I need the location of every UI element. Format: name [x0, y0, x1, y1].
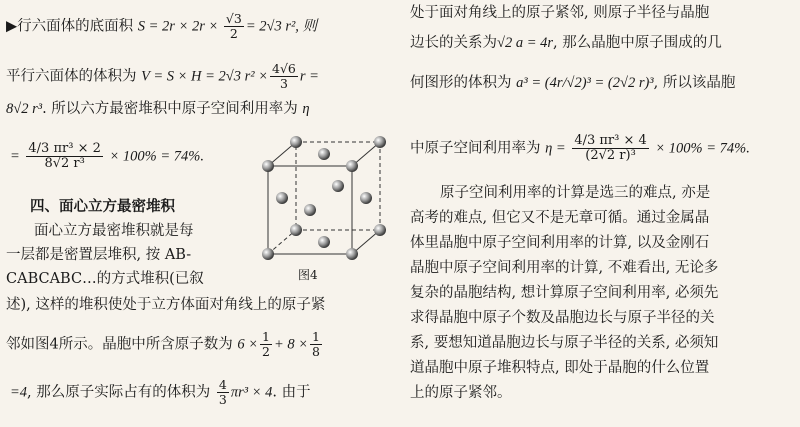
para-line: 一层都是密置层堆积, 按 AB-: [6, 247, 192, 263]
atom: [346, 248, 358, 260]
atom: [304, 204, 316, 216]
right-line-3: 何图形的体积为 a³ = (4r/√2)³ = (2√2 r)³, 所以该晶胞: [410, 75, 736, 91]
atom: [276, 192, 288, 204]
fraction: $\frac{√3}{2}$: [225, 11, 242, 41]
atom: [374, 136, 386, 148]
para-line: 系, 要想知道晶胞边长与原子半径的关系, 必须知: [410, 335, 719, 351]
atom: [262, 160, 274, 172]
fraction: $\frac{\text{4/3 πr³ × 2}}{\text{8√2 r³}}$: [28, 141, 101, 171]
atom: [318, 148, 330, 160]
figure-caption: 图4: [298, 268, 318, 282]
arrow-marker-icon: ▶: [6, 18, 18, 35]
fraction: $\frac{4}{3}$: [218, 377, 227, 407]
para-line: 求得晶胞中原子个数及晶胞边长与原子半径的关: [410, 310, 715, 326]
para-line: 道晶胞中原子堆积特点, 即处于晶胞的什么位置: [410, 360, 710, 376]
left-line-p6: =4, 那么原子实际占有的体积为 $\frac{4}{3}$ πr³ × 4. 由于: [10, 377, 311, 407]
left-line-2: 平行六面体的体积为 V = S × H = 2√3 r² × $\frac{4√6}{3}$ r =: [6, 61, 319, 91]
atom: [318, 236, 330, 248]
left-line-p5: 邻如图4所示。晶胞中所含原子数为 6 × $\frac{1}{2}$ + 8 × $\frac{1}{8}$: [6, 329, 320, 359]
section-heading: 四、面心立方最密堆积: [30, 199, 175, 215]
para-line: 原子空间利用率的计算是选三的难点, 亦是: [440, 185, 711, 201]
para-line: CABCABC…的方式堆积(已叙: [6, 271, 204, 287]
para-line: 体里晶胞中原子空间利用率的计算, 以及金刚石: [410, 235, 710, 251]
para-line: 处于面对角线上的原子紧邻, 则原子半径与晶胞: [410, 5, 710, 21]
para-line: 高考的难点, 但它又不是无章可循。通过金属晶: [410, 210, 710, 226]
left-line-3: 8√2 r³. 所以六方最密堆积中原子空间利用率为 η: [6, 101, 310, 117]
fraction: $\frac{1}{2}$: [262, 329, 270, 359]
left-line-4: = $\frac{\text{4/3 πr³ × 2}}{\text{8√2 r³}}$ × 100% = 74%.: [10, 141, 204, 171]
atom: [346, 160, 358, 172]
right-line-2: 边长的关系为√2 a = 4r, 那么晶胞中原子围成的几: [410, 35, 722, 51]
atom: [374, 224, 386, 236]
para-line: 上的原子紧邻。: [410, 385, 512, 401]
fraction: $\frac{\text{4/3 πr³ × 4}}{\text{(2√2 r)³}}$: [574, 133, 647, 163]
atom: [290, 136, 302, 148]
atom: [360, 192, 372, 204]
left-line-1: ▶行六面体的底面积 S = 2r × 2r × $\frac{√3}{2}$ = 2√3 r², 则: [6, 11, 318, 41]
para-line: 面心立方最密堆积就是每: [34, 223, 194, 239]
atom: [290, 224, 302, 236]
atom: [262, 248, 274, 260]
fraction: $\frac{1}{8}$: [312, 329, 320, 359]
para-line: 晶胞中原子空间利用率的计算, 不难看出, 无论多: [410, 260, 719, 276]
para-line: 述), 这样的堆积使处于立方体面对角线上的原子紧: [6, 297, 326, 313]
fraction: $\frac{4√6}{3}$: [272, 61, 296, 91]
atom: [332, 180, 344, 192]
right-line-4: 中原子空间利用率为 η = $\frac{\text{4/3 πr³ × 4}}{\text{(2√2 r)³}}$ × 100% = 74%.: [410, 133, 750, 163]
fcc-unit-cell-figure: [262, 136, 388, 261]
para-line: 复杂的晶胞结构, 想计算原子空间利用率, 必须先: [410, 285, 719, 301]
